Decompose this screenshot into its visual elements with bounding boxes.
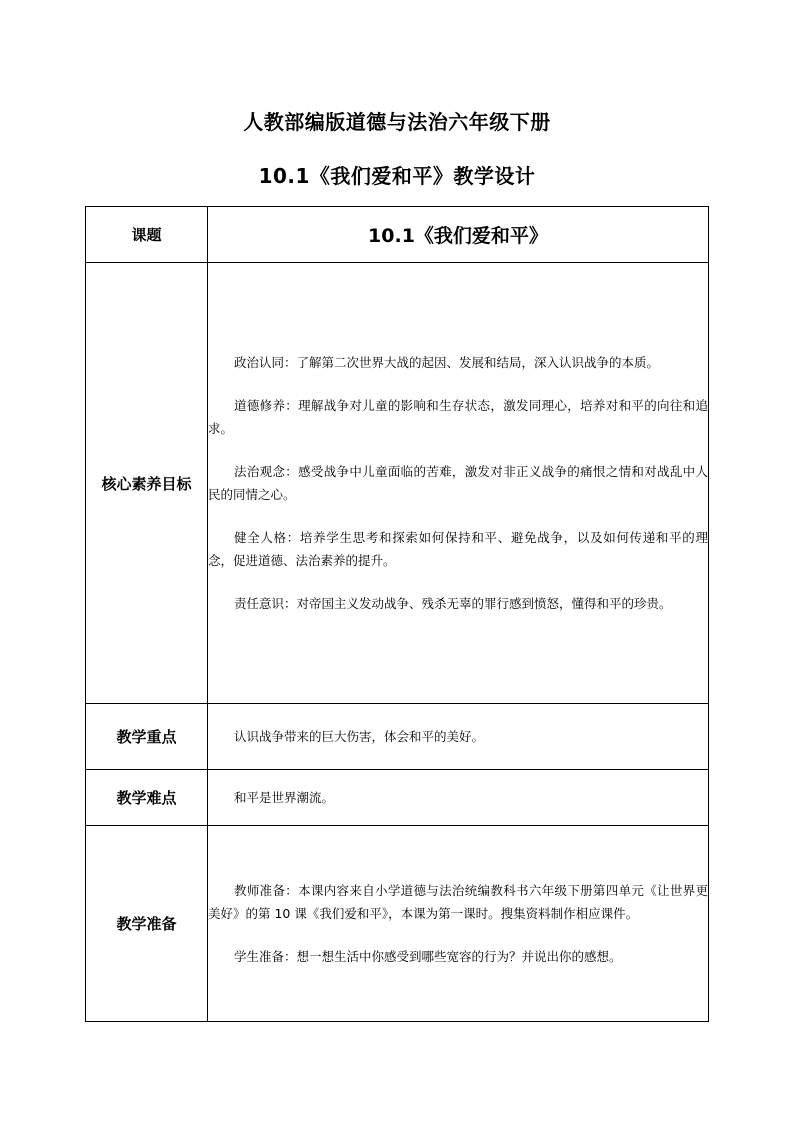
preparation-label: 教学准备 bbox=[86, 826, 208, 1022]
goal-sound-personality: 健全人格：培养学生思考和探索如何保持和平、避免战争，以及如何传递和平的理念，促进道德、法治素养的提升。 bbox=[208, 530, 708, 568]
table-row-core-goals bbox=[86, 263, 709, 704]
topic-label: 课题 bbox=[86, 207, 208, 263]
table-row-difficulties bbox=[86, 770, 709, 826]
table-row-key-points bbox=[86, 704, 709, 770]
preparation-content bbox=[208, 826, 709, 1022]
lesson-plan-table bbox=[85, 206, 709, 1022]
table-row-topic bbox=[86, 207, 709, 263]
goal-responsibility: 责任意识：对帝国主义发动战争、残杀无辜的罪行感到愤怒，懂得和平的珍贵。 bbox=[234, 596, 672, 611]
goal-rule-of-law: 法治观念：感受战争中儿童面临的苦难，激发对非正义战争的痛恨之情和对战乱中人民的同情之心。 bbox=[208, 464, 708, 502]
table-row-preparation bbox=[86, 826, 709, 1022]
teacher-preparation: 教师准备：本课内容来自小学道德与法治统编教科书六年级下册第四单元《让世界更美好》的第 10 课《我们爱和平》，本课为第一课时。搜集资料制作相应课件。 bbox=[208, 883, 708, 921]
difficulties-content bbox=[208, 770, 709, 826]
goal-moral-cultivation: 道德修养：理解战争对儿童的影响和生存状态，激发同理心，培养对和平的向往和追求。 bbox=[208, 398, 708, 436]
document-title: 人教部编版道德与法治六年级下册 bbox=[243, 110, 551, 134]
document-subtitle: 10.1《我们爱和平》教学设计 bbox=[258, 164, 536, 188]
goal-political-identity: 政治认同：了解第二次世界大战的起因、发展和结局，深入认识战争的本质。 bbox=[234, 355, 660, 370]
key-points-label: 教学重点 bbox=[86, 704, 208, 770]
core-goals-content bbox=[208, 263, 709, 704]
topic-value: 10.1《我们爱和平》 bbox=[208, 207, 709, 263]
key-points-text: 认识战争带来的巨大伤害，体会和平的美好。 bbox=[234, 729, 485, 744]
student-preparation: 学生准备：想一想生活中你感受到哪些宽容的行为？并说出你的感想。 bbox=[234, 949, 622, 964]
key-points-content bbox=[208, 704, 709, 770]
core-goals-label: 核心素养目标 bbox=[86, 263, 208, 704]
difficulties-text: 和平是世界潮流。 bbox=[234, 790, 335, 805]
difficulties-label: 教学难点 bbox=[86, 770, 208, 826]
